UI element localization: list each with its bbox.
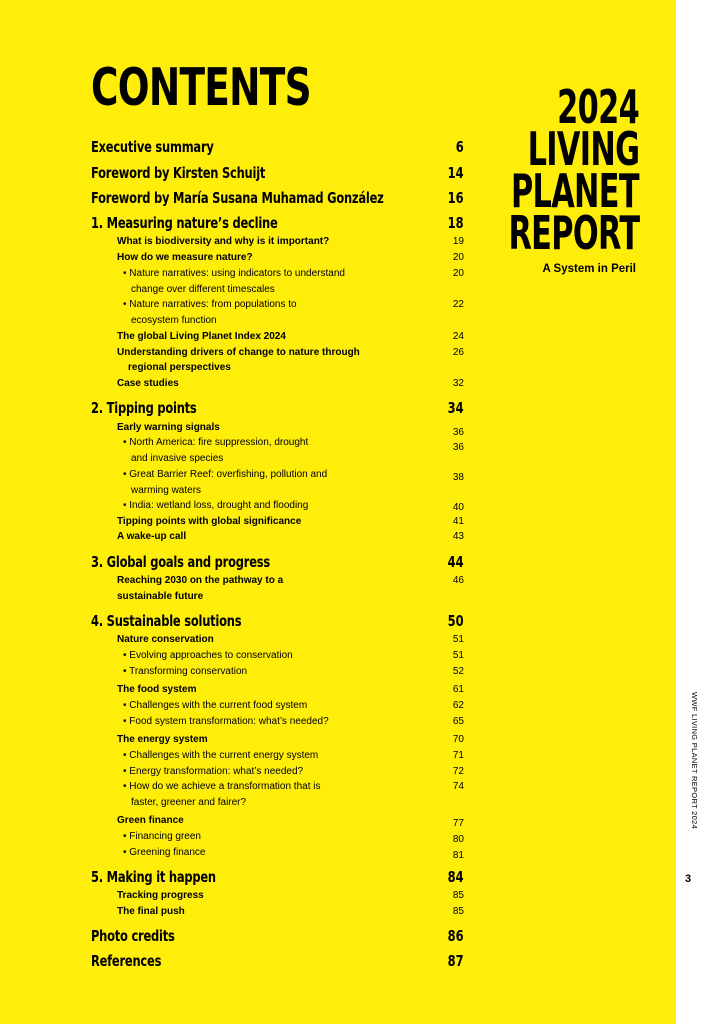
toc-entry[interactable] bbox=[0, 716, 676, 736]
toc-label: • Nature narratives: from populations to bbox=[123, 299, 297, 310]
toc-label: • Transforming conservation bbox=[123, 666, 248, 677]
toc-label: • Challenges with the current food system bbox=[123, 700, 308, 711]
report-subtitle: A System in Peril bbox=[542, 263, 636, 275]
toc-page: 38 bbox=[452, 472, 464, 483]
toc-label: 4. Sustainable solutions bbox=[91, 612, 242, 630]
toc-label: Foreword by Kirsten Schuijt bbox=[91, 164, 266, 182]
toc-label: • Food system transformation: what’s needed? bbox=[123, 716, 329, 727]
toc-entry[interactable] bbox=[0, 612, 676, 632]
toc-page: 50 bbox=[448, 612, 464, 630]
toc-entry bbox=[0, 797, 676, 817]
report-title-line: LIVING bbox=[527, 122, 639, 176]
toc-label: Executive summary bbox=[91, 138, 214, 156]
toc-page: 20 bbox=[452, 252, 464, 263]
toc-page: 16 bbox=[448, 189, 464, 207]
toc-page: 41 bbox=[452, 516, 464, 527]
toc-label: Tipping points with global significance bbox=[117, 516, 302, 527]
toc-label: warming waters bbox=[131, 485, 202, 496]
toc-page: 77 bbox=[452, 818, 464, 829]
toc-page: 36 bbox=[452, 442, 464, 453]
toc-label: The energy system bbox=[117, 734, 208, 745]
toc-entry bbox=[0, 591, 676, 611]
toc-label: • How do we achieve a transformation that is bbox=[123, 781, 321, 792]
toc-page: 61 bbox=[452, 684, 464, 695]
toc-page: 87 bbox=[448, 952, 464, 970]
toc-label: Early warning signals bbox=[117, 422, 220, 433]
toc-label: Foreword by María Susana Muhamad González bbox=[91, 189, 384, 207]
toc-page: 80 bbox=[452, 834, 464, 845]
toc-label: Photo credits bbox=[91, 927, 175, 945]
toc-label: • North America: fire suppression, drought bbox=[123, 437, 309, 448]
toc-page: 74 bbox=[452, 781, 464, 792]
toc-page: 43 bbox=[452, 531, 464, 542]
toc-label: 3. Global goals and progress bbox=[91, 553, 270, 571]
toc-label: Case studies bbox=[117, 378, 179, 389]
toc-label: Nature conservation bbox=[117, 634, 214, 645]
toc-page: 70 bbox=[452, 734, 464, 745]
toc-label: A wake-up call bbox=[117, 531, 187, 542]
toc-entry[interactable] bbox=[0, 952, 676, 972]
toc-label: faster, greener and fairer? bbox=[131, 797, 247, 808]
page-number: 3 bbox=[685, 873, 692, 885]
toc-page: 14 bbox=[448, 164, 464, 182]
report-title-line: REPORT bbox=[508, 206, 639, 260]
toc-label: Tracking progress bbox=[117, 890, 204, 901]
toc-page: 22 bbox=[452, 299, 464, 310]
toc-label: • Nature narratives: using indicators to understand bbox=[123, 268, 345, 279]
toc-label: • Greening finance bbox=[123, 847, 206, 858]
toc-label: Understanding drivers of change to nature through bbox=[117, 347, 360, 358]
toc-page: 34 bbox=[448, 399, 464, 417]
toc-label: The global Living Planet Index 2024 bbox=[117, 331, 286, 342]
toc-label: 2. Tipping points bbox=[91, 399, 197, 417]
toc-label: • Energy transformation: what’s needed? bbox=[123, 766, 304, 777]
toc-label: References bbox=[91, 952, 162, 970]
toc-page: 81 bbox=[452, 850, 464, 861]
toc-entry[interactable] bbox=[0, 399, 676, 419]
toc-page: 26 bbox=[452, 347, 464, 358]
toc-entry[interactable] bbox=[0, 378, 676, 398]
toc-page: 46 bbox=[452, 575, 464, 586]
toc-label: • India: wetland loss, drought and flooding bbox=[123, 500, 309, 511]
toc-label: regional perspectives bbox=[128, 362, 231, 373]
toc-label: • Great Barrier Reef: overfishing, pollution and bbox=[123, 469, 328, 480]
toc-label: ecosystem function bbox=[131, 315, 217, 326]
toc-label: 5. Making it happen bbox=[91, 868, 216, 886]
toc-entry[interactable] bbox=[0, 553, 676, 573]
toc-page: 18 bbox=[448, 214, 464, 232]
toc-entry[interactable] bbox=[0, 868, 676, 888]
toc-page: 32 bbox=[452, 378, 464, 389]
toc-page: 86 bbox=[448, 927, 464, 945]
toc-page: 20 bbox=[452, 268, 464, 279]
toc-label: and invasive species bbox=[131, 453, 224, 464]
toc-entry[interactable] bbox=[0, 666, 676, 686]
toc-label: Reaching 2030 on the pathway to a bbox=[117, 575, 284, 586]
contents-heading: CONTENTS bbox=[91, 58, 311, 118]
toc-page: 65 bbox=[452, 716, 464, 727]
toc-label: The food system bbox=[117, 684, 197, 695]
toc-label: What is biodiversity and why is it important? bbox=[117, 236, 330, 247]
report-title-line: PLANET bbox=[511, 164, 639, 218]
toc-page: 44 bbox=[448, 553, 464, 571]
toc-page: 51 bbox=[452, 634, 464, 645]
toc-page: 19 bbox=[452, 236, 464, 247]
toc-page: 84 bbox=[448, 868, 464, 886]
toc-page: 85 bbox=[452, 906, 464, 917]
toc-label: • Evolving approaches to conservation bbox=[123, 650, 293, 661]
toc-label: The final push bbox=[117, 906, 185, 917]
toc-page: 52 bbox=[452, 666, 464, 677]
toc-page: 40 bbox=[452, 502, 464, 513]
toc-page: 72 bbox=[452, 766, 464, 777]
toc-page: 24 bbox=[452, 331, 464, 342]
toc-page: 71 bbox=[452, 750, 464, 761]
toc-page: 85 bbox=[452, 890, 464, 901]
toc-page: 6 bbox=[456, 138, 464, 156]
toc-label: Green finance bbox=[117, 815, 184, 826]
toc-label: • Financing green bbox=[123, 831, 201, 842]
running-header: WWF LIVING PLANET REPORT 2024 bbox=[690, 692, 699, 830]
report-year: 2024 bbox=[557, 80, 639, 134]
toc-label: change over different timescales bbox=[131, 284, 275, 295]
toc-entry[interactable] bbox=[0, 906, 676, 926]
toc-entry[interactable] bbox=[0, 531, 676, 551]
toc-label: sustainable future bbox=[117, 591, 204, 602]
toc-entry[interactable] bbox=[0, 847, 676, 867]
toc-label: 1. Measuring nature’s decline bbox=[91, 214, 278, 232]
toc-page: 51 bbox=[452, 650, 464, 661]
toc-label: How do we measure nature? bbox=[117, 252, 253, 263]
toc-entry[interactable] bbox=[0, 927, 676, 947]
toc-label: • Challenges with the current energy system bbox=[123, 750, 319, 761]
toc-page: 62 bbox=[452, 700, 464, 711]
toc-page: 36 bbox=[452, 427, 464, 438]
